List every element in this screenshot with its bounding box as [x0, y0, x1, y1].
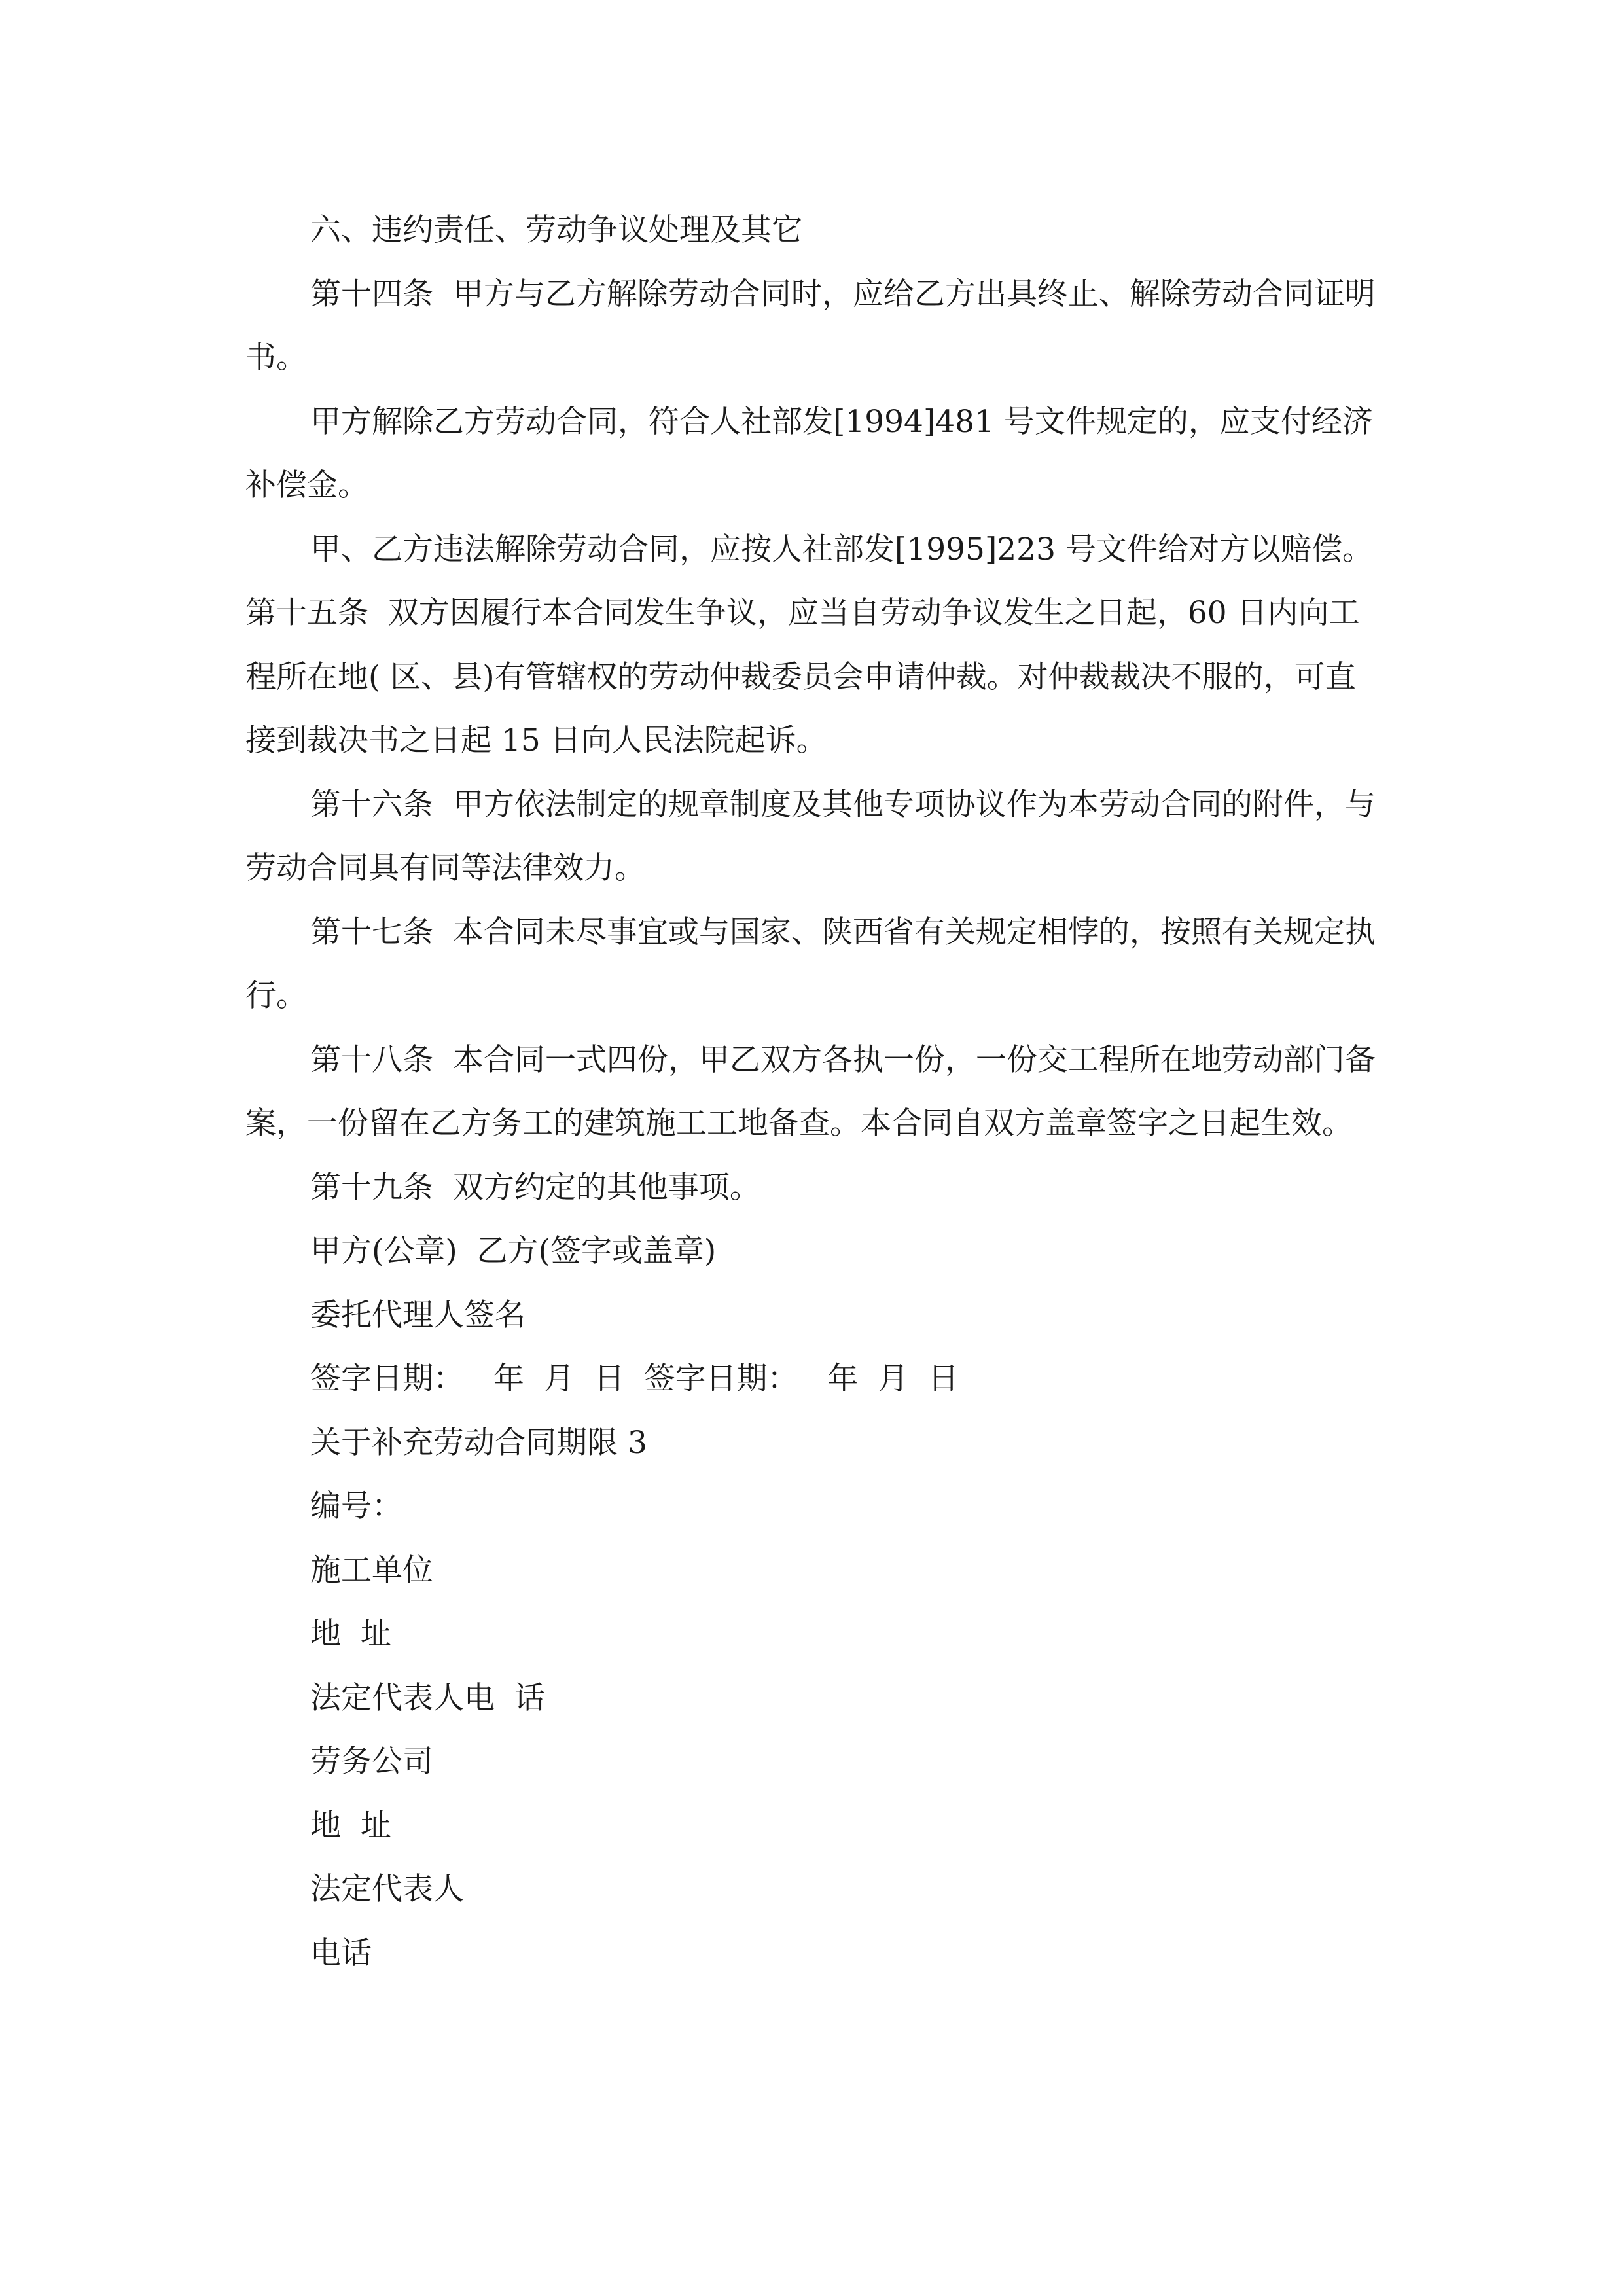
document-body: [245, 198, 1384, 1985]
legal-rep-field: 法定代表人: [310, 1871, 464, 1907]
supplement-title: 关于补充劳动合同期限 3: [310, 1424, 647, 1461]
address-field: 地 址: [310, 1616, 391, 1652]
paragraph-compensation: 甲方解除乙方劳动合同，符合人社部发[1994]481 号文件规定的，应支付经济补偿金。: [245, 403, 1373, 503]
article-15: 第十五条 双方因履行本合同发生争议，应当自劳动争议发生之日起，60 日内向工程所在地( 区、县)有管辖权的劳动仲裁委员会申请仲裁。对仲裁裁决不服的，可直接到裁决书之日起 15 日向人民法院起诉。: [245, 595, 1360, 759]
construction-unit-field: 施工单位: [310, 1552, 433, 1588]
number-field: 编号：: [310, 1488, 402, 1524]
address-field-2: 地 址: [310, 1807, 391, 1844]
agent-signature: 委托代理人签名: [310, 1297, 526, 1333]
labor-company-field: 劳务公司: [310, 1744, 433, 1780]
paragraph-illegal-termination: 甲、乙方违法解除劳动合同，应按人社部发[1995]223 号文件给对方以赔偿。: [310, 531, 1373, 567]
article-19: 第十九条 双方约定的其他事项。: [310, 1169, 760, 1206]
legal-rep-phone-field: 法定代表人电 话: [310, 1679, 545, 1716]
signature-dates: 签字日期： 年 月 日 签字日期： 年 月 日: [310, 1361, 959, 1397]
article-17: 第十七条 本合同未尽事宜或与国家、陕西省有关规定相悖的，按照有关规定执行。: [245, 914, 1376, 1014]
phone-field: 电话: [310, 1935, 372, 1971]
article-16: 第十六条 甲方依法制定的规章制度及其他专项协议作为本劳动合同的附件，与劳动合同具有同等法律效力。: [245, 786, 1376, 886]
signature-parties: 甲方(公章) 乙方(签字或盖章): [310, 1233, 717, 1269]
section-heading: 六、违约责任、劳动争议处理及其它: [310, 212, 802, 248]
article-14: 第十四条 甲方与乙方解除劳动合同时，应给乙方出具终止、解除劳动合同证明书。: [245, 276, 1376, 376]
article-18: 第十八条 本合同一式四份，甲乙双方各执一份，一份交工程所在地劳动部门备案，一份留在乙方务工的建筑施工工地备查。本合同自双方盖章签字之日起生效。: [245, 1041, 1376, 1141]
